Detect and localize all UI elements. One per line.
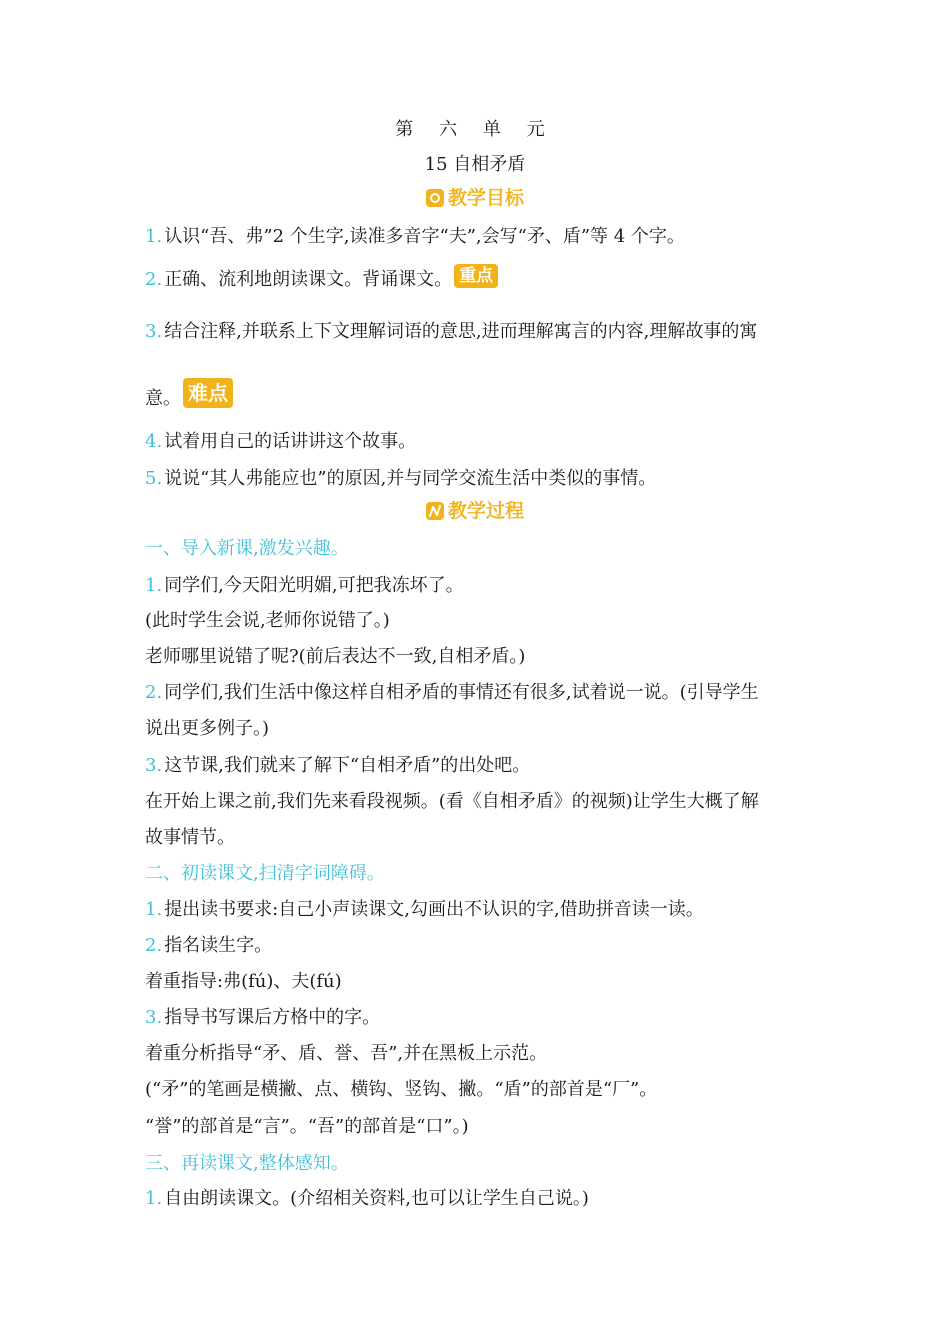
goal-number: 4. (145, 431, 163, 452)
step1-heading: 一、导入新课,激发兴趣。 (145, 538, 349, 559)
goal-item-1 (145, 225, 805, 249)
goal-text: 正确、流利地朗读课文。背诵课文。 (164, 269, 453, 290)
goal-text: 试着用自己的话讲讲这个故事。 (164, 431, 417, 452)
step1-para-3: 老师哪里说错了呢?(前后表达不一致,自相矛盾。) (145, 646, 526, 667)
step3-para-1 (145, 1187, 805, 1211)
key-point-badge: 重点 (454, 264, 498, 288)
para-text: 指名读生字。 (164, 935, 273, 956)
para-text: 这节课,我们就来了解下“自相矛盾”的出处吧。 (164, 755, 531, 776)
goal-item-5 (145, 467, 805, 491)
step2-para-2 (145, 934, 805, 958)
step1-para-2: (此时学生会说,老师你说错了。) (145, 610, 390, 631)
step2-heading: 二、初读课文,扫清字词障碍。 (145, 863, 385, 884)
target-icon (426, 189, 444, 207)
step2-para-4 (145, 1006, 805, 1030)
para-text: 同学们,我们生活中像这样自相矛盾的事情还有很多,试着说一说。(引导学生 (164, 682, 759, 703)
process-icon (426, 502, 444, 520)
goals-section-heading (0, 186, 950, 210)
goal-number: 5. (145, 468, 163, 489)
step2-para-3: 着重指导:弗(fú)、夫(fú) (145, 971, 342, 992)
unit-title: 第 六 单 元 (395, 119, 555, 140)
goal-number: 2. (145, 269, 163, 290)
goal-number: 1. (145, 226, 163, 247)
para-number: 3. (145, 755, 163, 776)
lesson-title: 15 自相矛盾 (424, 154, 526, 175)
step2-para-6-continued: “誉”的部首是“言”。“吾”的部首是“口”。) (145, 1116, 469, 1137)
step1-para-4-continued: 说出更多例子。) (145, 718, 270, 739)
step2-para-1 (145, 898, 805, 922)
step2-para-5: 着重分析指导“矛、盾、誉、吾”,并在黑板上示范。 (145, 1043, 548, 1064)
step1-para-4 (145, 681, 805, 705)
step1-para-5 (145, 754, 805, 778)
para-text: 提出读书要求:自己小声读课文,勾画出不认识的字,借助拼音读一读。 (164, 899, 704, 920)
step1-para-1 (145, 574, 805, 598)
step2-para-6: (“矛”的笔画是横撇、点、横钩、竖钩、撇。“盾”的部首是“厂”。 (145, 1079, 658, 1100)
para-number: 1. (145, 1188, 163, 1209)
para-text: 指导书写课后方格中的字。 (164, 1007, 381, 1028)
goal-item-4 (145, 430, 805, 454)
goal-number: 3. (145, 321, 163, 342)
para-number: 3. (145, 1007, 163, 1028)
para-number: 2. (145, 935, 163, 956)
step3-heading: 三、再读课文,整体感知。 (145, 1153, 349, 1174)
goal-item-3-continued (145, 378, 805, 411)
difficulty-badge: 难点 (183, 378, 233, 408)
step1-para-6-continued: 故事情节。 (145, 827, 235, 848)
goal-item-2 (145, 264, 805, 292)
goal-text: 说说“其人弗能应也”的原因,并与同学交流生活中类似的事情。 (164, 468, 657, 489)
para-text: 自由朗读课文。(介绍相关资料,也可以让学生自己说。) (164, 1188, 589, 1209)
process-section-title: 教学过程 (447, 500, 524, 522)
goal-text: 认识“吾、弗”2 个生字,读准多音字“夫”,会写“矛、盾”等 4 个字。 (164, 226, 685, 247)
para-number: 1. (145, 899, 163, 920)
goal-text: 结合注释,并联系上下文理解词语的意思,进而理解寓言的内容,理解故事的寓 (164, 321, 758, 342)
para-number: 2. (145, 682, 163, 703)
para-number: 1. (145, 575, 163, 596)
para-text: 同学们,今天阳光明媚,可把我冻坏了。 (164, 575, 464, 596)
goals-section-title: 教学目标 (447, 187, 524, 209)
goal-text: 意。 (145, 388, 181, 409)
goal-item-3 (145, 320, 805, 344)
process-section-heading (0, 499, 950, 523)
step1-para-6: 在开始上课之前,我们先来看段视频。(看《自相矛盾》的视频)让学生大概了解 (145, 791, 759, 812)
